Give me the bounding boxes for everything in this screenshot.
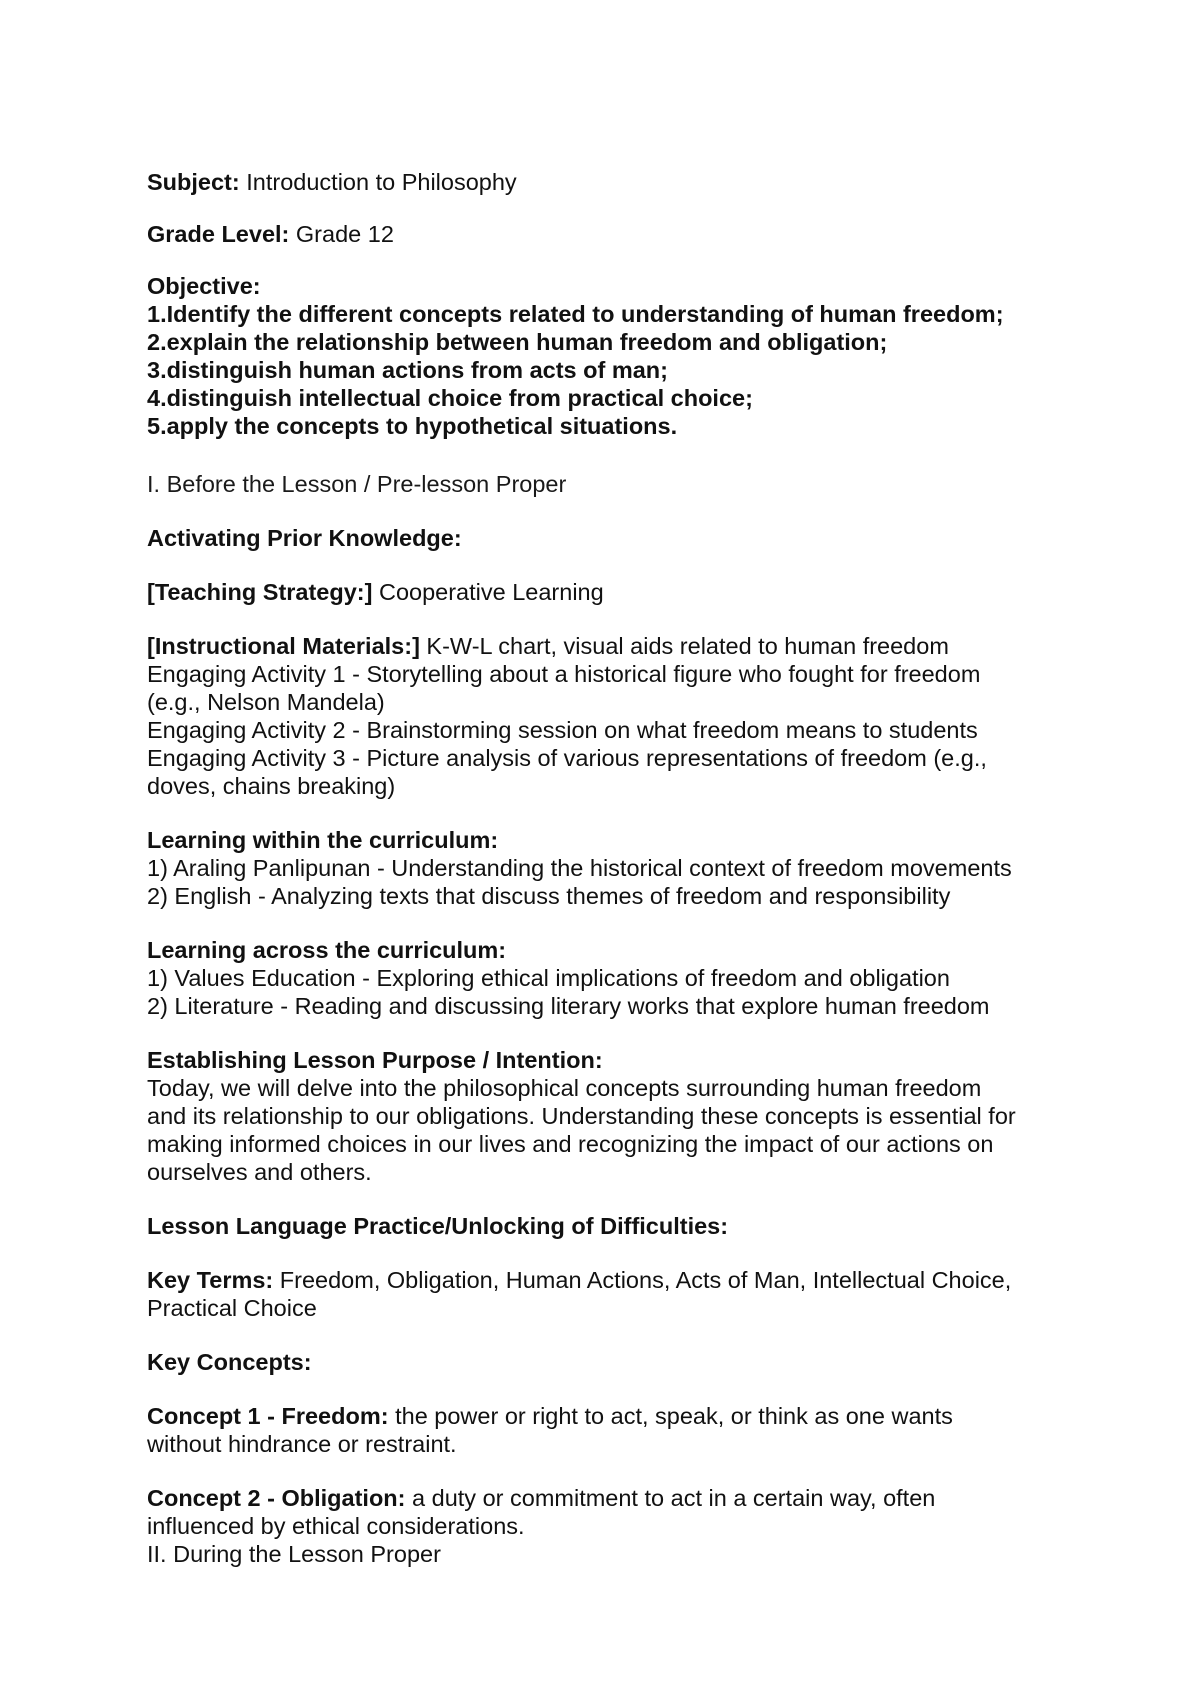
section1-heading: I. Before the Lesson / Pre-lesson Proper (147, 471, 567, 497)
section2-heading: II. During the Lesson Proper (147, 1541, 441, 1567)
within-curriculum-item: 1) Araling Panlipunan - Understanding the historical context of freedom movements (147, 855, 1012, 881)
across-curriculum-heading: Learning across the curriculum: (147, 937, 507, 963)
key-terms-line2: Practical Choice (147, 1295, 317, 1321)
purpose-line: Today, we will delve into the philosophical concepts surrounding human freedom (147, 1075, 982, 1101)
purpose-line: and its relationship to our obligations. Understanding these concepts is essential for (147, 1103, 1016, 1129)
instructional-materials-label: [Instructional Materials:] (147, 633, 420, 659)
concept2-line (147, 1484, 1067, 1512)
grade-line (147, 220, 1067, 248)
activating-heading: Activating Prior Knowledge: (147, 525, 462, 551)
activity-line: doves, chains breaking) (147, 773, 396, 799)
subject-line (147, 168, 1067, 196)
within-curriculum-heading: Learning within the curriculum: (147, 827, 499, 853)
across-curriculum-item: 2) Literature - Reading and discussing literary works that explore human freedom (147, 993, 990, 1019)
across-curriculum-item: 1) Values Education - Exploring ethical implications of freedom and obligation (147, 965, 950, 991)
language-practice-heading: Lesson Language Practice/Unlocking of Difficulties: (147, 1213, 729, 1239)
subject-value: Introduction to Philosophy (239, 169, 517, 195)
teaching-strategy-value: Cooperative Learning (372, 579, 604, 605)
activity-line: Engaging Activity 1 - Storytelling about a historical figure who fought for freedom (147, 661, 981, 687)
concept1-line (147, 1402, 1067, 1430)
key-terms-line (147, 1266, 1067, 1294)
objective-item: 2.explain the relationship between human freedom and obligation; (147, 329, 888, 355)
objective-item: 4.distinguish intellectual choice from practical choice; (147, 385, 753, 411)
activity-line: Engaging Activity 3 - Picture analysis of various representations of freedom (e.g., (147, 745, 987, 771)
instructional-materials-line (147, 632, 1067, 660)
concept2-line2: influenced by ethical considerations. (147, 1513, 525, 1539)
key-concepts-heading: Key Concepts: (147, 1349, 312, 1375)
grade-label: Grade Level: (147, 221, 290, 247)
teaching-strategy-line (147, 578, 1067, 606)
teaching-strategy-label: [Teaching Strategy:] (147, 579, 373, 605)
concept1-line2: without hindrance or restraint. (147, 1431, 457, 1457)
key-terms-value: Freedom, Obligation, Human Actions, Acts of Man, Intellectual Choice, (273, 1267, 1012, 1293)
objective-item: 1.Identify the different concepts related to understanding of human freedom; (147, 301, 1004, 327)
activity-line: Engaging Activity 2 - Brainstorming session on what freedom means to students (147, 717, 978, 743)
concept2-definition: a duty or commitment to act in a certain way, often (405, 1485, 936, 1511)
within-curriculum-item: 2) English - Analyzing texts that discuss themes of freedom and responsibility (147, 883, 951, 909)
objective-heading: Objective: (147, 273, 261, 299)
document-page (147, 168, 1067, 1568)
concept1-definition: the power or right to act, speak, or think as one wants (388, 1403, 953, 1429)
concept2-label: Concept 2 - Obligation: (147, 1485, 406, 1511)
key-terms-label: Key Terms: (147, 1267, 274, 1293)
objective-item: 3.distinguish human actions from acts of man; (147, 357, 668, 383)
objective-item: 5.apply the concepts to hypothetical situations. (147, 413, 678, 439)
purpose-line: making informed choices in our lives and recognizing the impact of our actions on (147, 1131, 994, 1157)
concept1-label: Concept 1 - Freedom: (147, 1403, 389, 1429)
purpose-heading: Establishing Lesson Purpose / Intention: (147, 1047, 603, 1073)
subject-label: Subject: (147, 169, 240, 195)
grade-value: Grade 12 (289, 221, 394, 247)
instructional-materials-value: K-W-L chart, visual aids related to human freedom (419, 633, 949, 659)
activity-line: (e.g., Nelson Mandela) (147, 689, 385, 715)
purpose-line: ourselves and others. (147, 1159, 372, 1185)
